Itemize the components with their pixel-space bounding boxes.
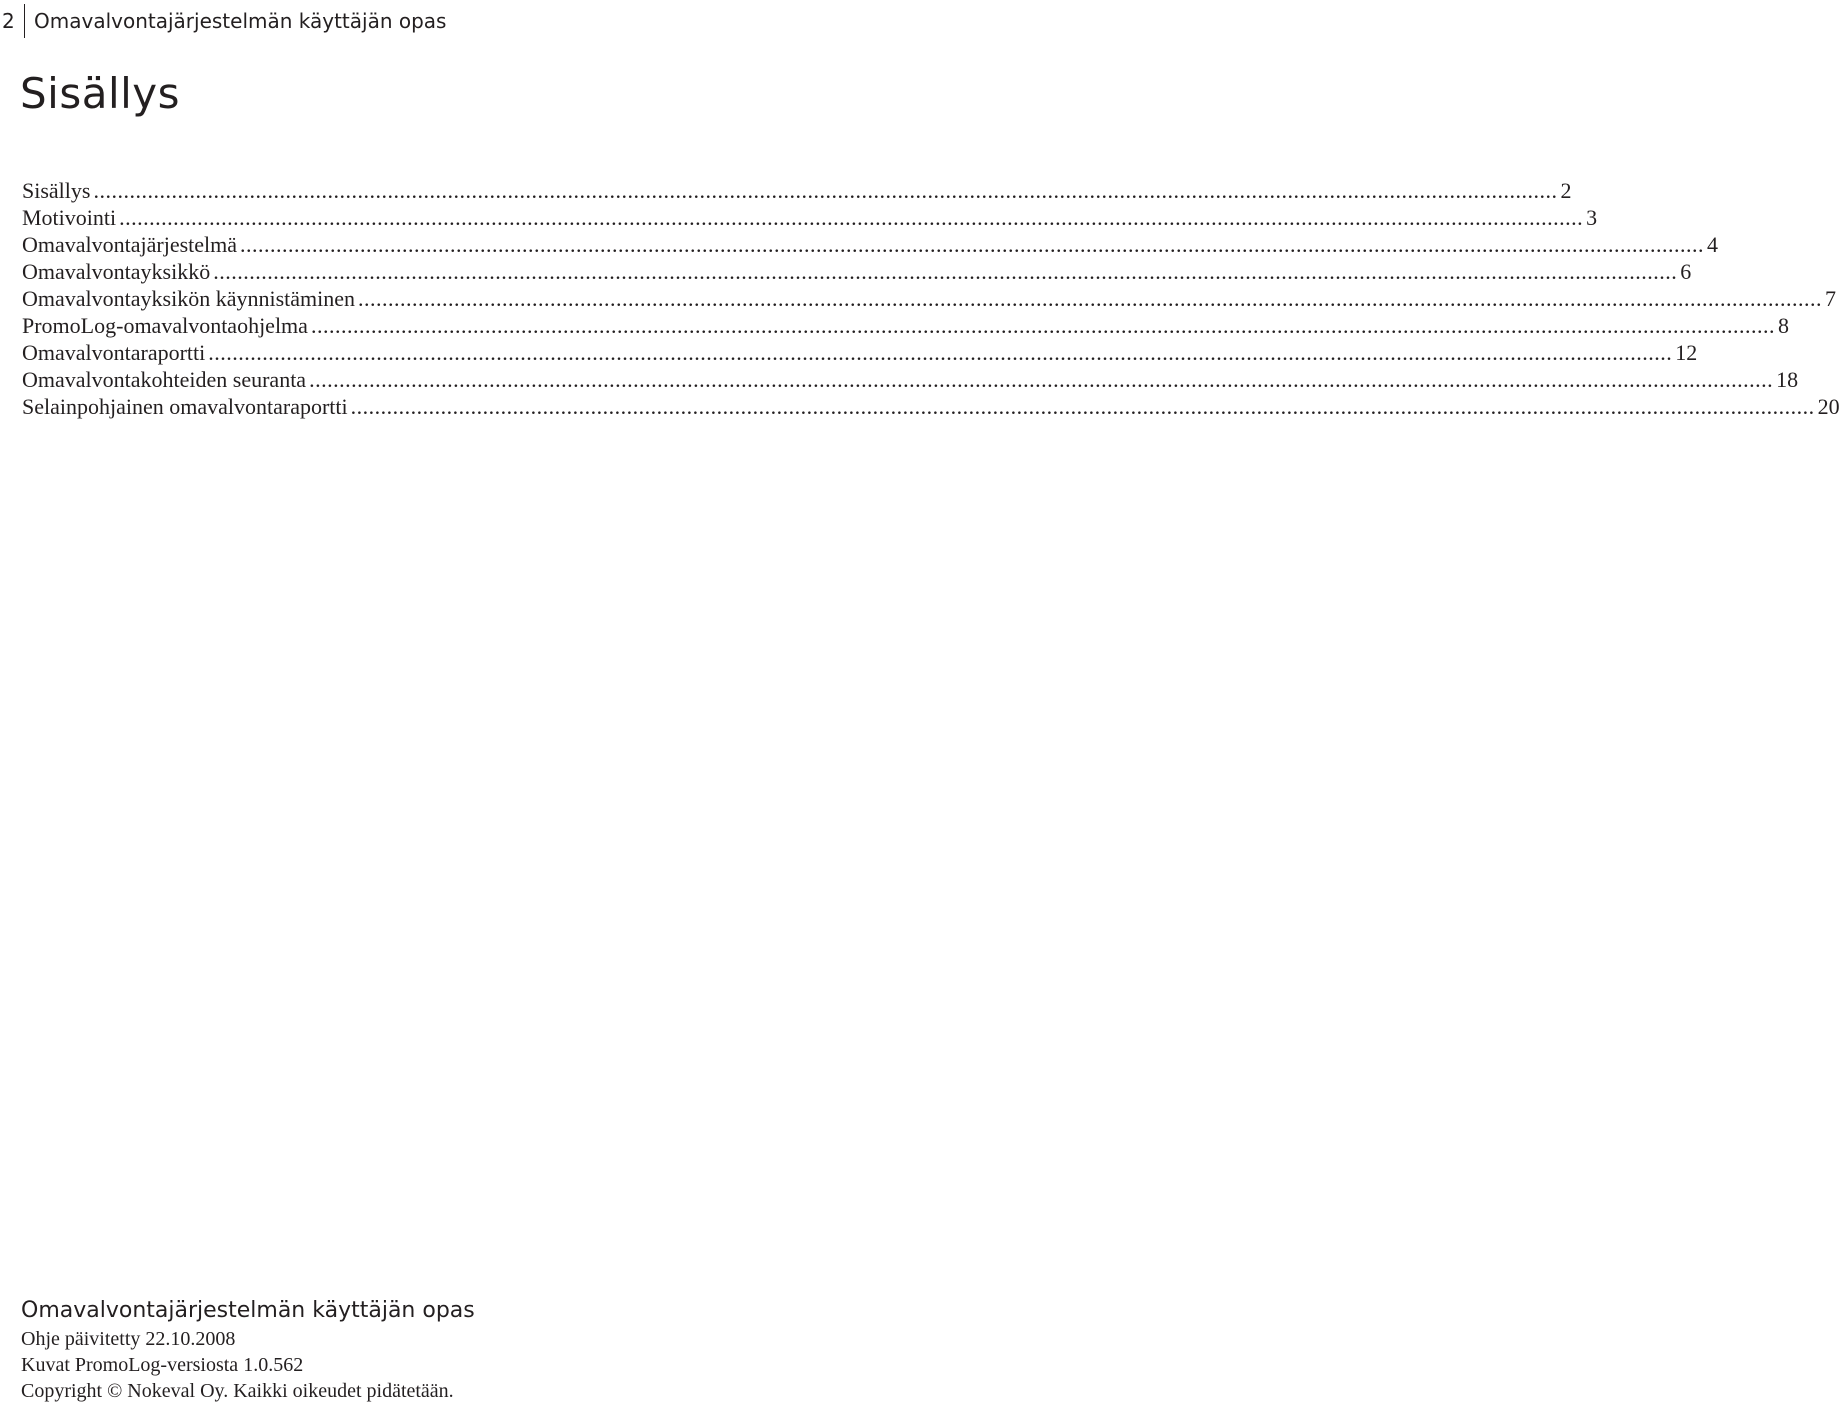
screenshot-version: Kuvat PromoLog-versiosta 1.0.562: [21, 1354, 304, 1376]
toc-entry-title: Omavalvontayksikkö: [22, 259, 211, 284]
toc-entry[interactable]: [22, 393, 1840, 420]
toc-entry-page: 2: [1560, 178, 1572, 203]
toc-entry-page: 7: [1825, 286, 1836, 311]
toc-dot-leader: [309, 366, 1773, 393]
toc-dot-leader: [93, 177, 1557, 204]
toc-entry-title: Omavalvontajärjestelmä: [22, 232, 238, 257]
toc-entry-title: Motivointi: [22, 205, 117, 230]
colophon: [21, 1296, 941, 1404]
update-date: Ohje päivitetty 22.10.2008: [21, 1328, 236, 1350]
toc-entry-page: 6: [1680, 259, 1692, 284]
header-divider: [24, 4, 25, 38]
toc-entry[interactable]: [22, 231, 1719, 258]
toc-dot-leader: [208, 339, 1672, 366]
toc-entry-page: 8: [1777, 313, 1789, 338]
toc-entry-title: Sisällys: [22, 178, 91, 203]
toc-entry-title: Omavalvontaraportti: [22, 340, 206, 365]
toc-entry[interactable]: [22, 312, 1789, 339]
toc-entry-page: 12: [1675, 340, 1698, 365]
page-number: 2: [2, 9, 15, 33]
toc-dot-leader: [358, 285, 1822, 312]
toc-entry-page: 3: [1586, 205, 1598, 230]
toc-entry-page: 20: [1817, 394, 1840, 419]
toc-entry-title: PromoLog-omavalvontaohjelma: [22, 313, 308, 338]
toc-dot-leader: [119, 204, 1583, 231]
toc-dot-leader: [311, 312, 1775, 339]
running-header: [0, 4, 446, 38]
toc-entry-title: Omavalvontakohteiden seuranta: [22, 367, 307, 392]
toc-entry-page: 18: [1776, 367, 1799, 392]
running-title: Omavalvontajärjestelmän käyttäjän opas: [34, 9, 447, 33]
toc-entry[interactable]: [22, 204, 1598, 231]
copyright-notice: Copyright © Nokeval Oy. Kaikki oikeudet pidätetään.: [21, 1380, 454, 1402]
toc-entry[interactable]: [22, 339, 1698, 366]
toc-dot-leader: [213, 258, 1677, 285]
toc-entry-page: 4: [1707, 232, 1719, 257]
colophon-title: Omavalvontajärjestelmän käyttäjän opas: [21, 1298, 475, 1323]
toc-entry-title: Omavalvontayksikön käynnistäminen: [22, 286, 355, 311]
toc-dot-leader: [351, 393, 1815, 420]
toc-entry[interactable]: [22, 285, 1836, 312]
toc-entry[interactable]: [22, 258, 1692, 285]
toc-entry-title: Selainpohjainen omavalvontaraportti: [22, 394, 348, 419]
table-of-contents: [22, 177, 1840, 420]
toc-entry[interactable]: [22, 366, 1799, 393]
toc-dot-leader: [240, 231, 1704, 258]
page-title: Sisällys: [20, 69, 181, 118]
toc-entry[interactable]: [22, 177, 1572, 204]
